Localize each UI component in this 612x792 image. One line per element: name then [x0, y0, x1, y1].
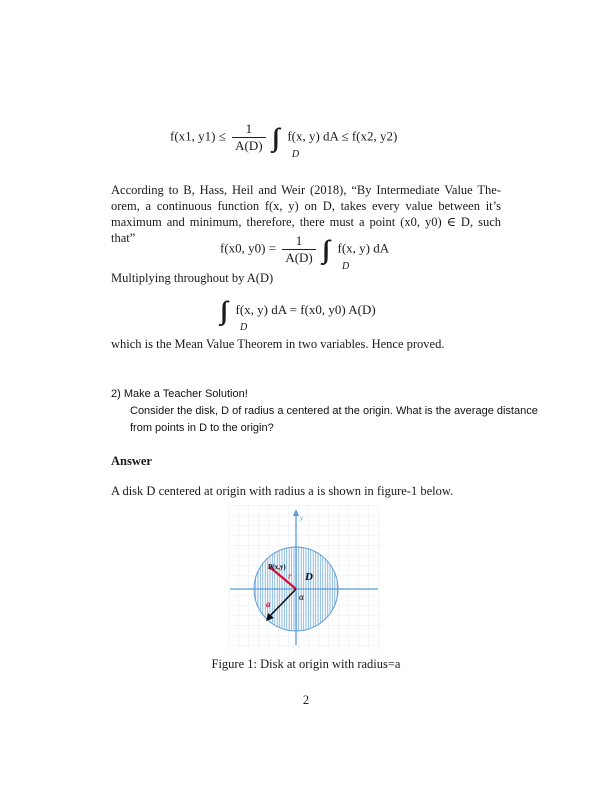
eq-mid-integrand: f(x, y) dA: [337, 240, 390, 256]
para1-line1: According to B, Hass, Heil and Weir (2018), “By Intermediate Value The-: [111, 183, 501, 197]
answer-text: A disk D centered at origin with radius a is shown in figure-1 below.: [111, 484, 454, 498]
eq-mid-fraction: [282, 234, 315, 265]
eq-bottom-integral-region: D: [240, 322, 248, 333]
double-integral-sign: ∫∫ D: [271, 122, 300, 160]
equation-bounds: [170, 121, 398, 160]
question-line1: Consider the disk, D of radius a centered at the origin. What is the average distance: [130, 405, 538, 417]
r-label: r: [288, 571, 292, 581]
question-heading: 2) Make a Teacher Solution!: [111, 388, 248, 400]
double-integral-sign: ∫∫ D: [220, 296, 248, 333]
answer-heading: Answer: [111, 454, 152, 468]
point-label: P(x,y): [268, 563, 286, 571]
equation-mean-value-point: [220, 233, 390, 272]
eq-top-integral-region: D: [291, 148, 300, 160]
eq-mid-integral-region: D: [342, 260, 350, 272]
para1-line3: maximum and minimum, therefore, there must a point (x0, y0) ∈ D, such: [111, 215, 501, 229]
para1-line4: that”: [111, 231, 136, 245]
double-integral-sign: ∫∫ D: [322, 234, 350, 272]
a-label: a: [266, 599, 271, 609]
eq-top-frac-den: A(D): [235, 138, 263, 153]
eq-mid-lhs: f(x0, y0) =: [220, 240, 277, 256]
multiply-text: Multiplying throughout by A(D): [111, 271, 274, 285]
eq-bottom-integrand: f(x, y) dA = f(x0, y0) A(D): [235, 301, 376, 317]
d-label: D: [305, 571, 313, 583]
eq-top-lhs: f(x1, y1) ≤: [170, 128, 226, 144]
eq-top-fraction: [232, 122, 265, 153]
figure-caption: Figure 1: Disk at origin with radius=a: [211, 657, 401, 671]
question-line2: from points in D to the origin?: [130, 422, 274, 434]
alpha-label: α: [299, 592, 304, 602]
conclusion-text: which is the Mean Value Theorem in two variables. Hence proved.: [111, 337, 445, 351]
eq-top-frac-num: 1: [232, 122, 265, 138]
eq-mid-frac-num: 1: [282, 234, 315, 250]
page-number: 2: [302, 693, 310, 707]
equation-mvt: [220, 296, 376, 333]
disk-figure: [228, 505, 382, 651]
y-axis-label: y: [300, 514, 304, 522]
eq-top-integrand: f(x, y) dA ≤ f(x2, y2): [287, 128, 398, 144]
para1-line2: orem, a continuous function f(x, y) on D, takes every value between it’s: [111, 199, 501, 213]
eq-mid-frac-den: A(D): [285, 250, 313, 265]
